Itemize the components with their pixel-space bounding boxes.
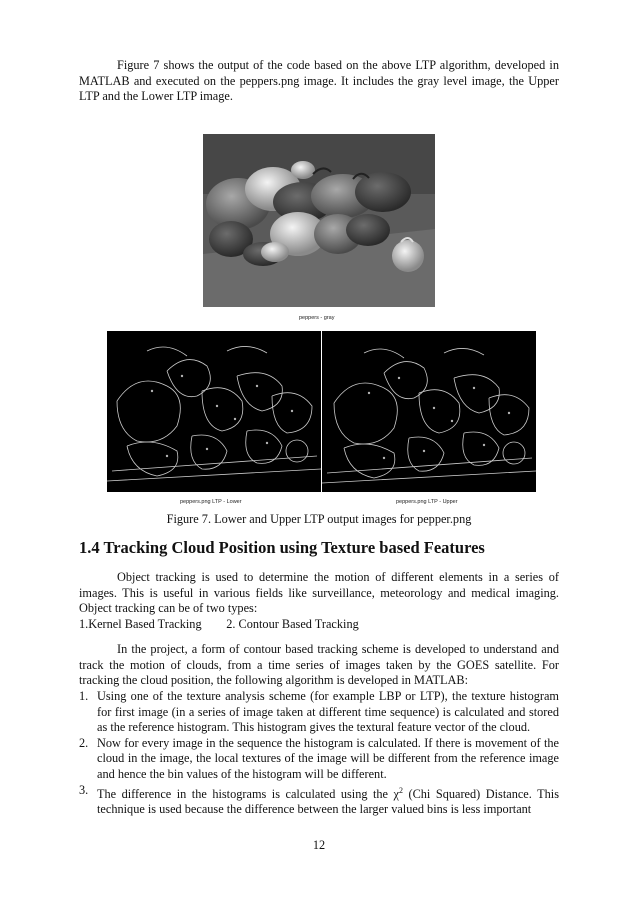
list-item	[79, 783, 559, 818]
list-item-text-part: The difference in the histograms is calculated using the χ	[97, 786, 399, 801]
peppers-gray-image	[203, 134, 435, 307]
intro-paragraph: Figure 7 shows the output of the code based on the above LTP algorithm, developed in MATLAB and executed on the peppers.png image. It includes the gray level image, the Upper LTP and the Lower LTP image.	[79, 58, 559, 104]
gray-image-title: peppers - gray	[299, 315, 335, 321]
tracking-types-line: 1.Kernel Based Tracking 2. Contour Based Tracking	[79, 617, 359, 631]
ltp-upper-image	[322, 331, 536, 492]
list-item-number: 2.	[79, 735, 89, 750]
list-item	[79, 689, 559, 736]
list-item-text-part: (Chi Squared) Distance. This technique is used because the difference between the larger valued bins is less important	[97, 786, 559, 817]
list-item-text	[97, 783, 559, 818]
algorithm-intro-paragraph: In the project, a form of contour based tracking scheme is developed to understand and track the motion of clouds, from a time series of images taken by the GOES satellite. For tracking the cloud position, the following algorithm is developed in MATLAB:	[79, 642, 559, 688]
section-heading: 1.4 Tracking Cloud Position using Texture based Features	[79, 538, 485, 557]
list-item	[79, 736, 559, 783]
figure-caption: Figure 7. Lower and Upper LTP output images for pepper.png	[166, 512, 472, 526]
list-item-text: Using one of the texture analysis scheme (for example LBP or LTP), the texture histogram for first image (in a series of image taken at different time sequence) is calculated and stored as the reference histogram. This histogram gives the textural feature vector of the cloud.	[97, 689, 559, 735]
list-item-number: 1.	[79, 689, 89, 703]
list-item-text: Now for every image in the sequence the histogram is calculated. If there is movement of the cloud in the image, the local textures of the image will be different from the reference image and hence the bin values of the histogram will be different.	[97, 735, 559, 781]
ltp-lower-title: peppers.png LTP - Lower	[180, 499, 242, 505]
list-item-number: 3.	[79, 782, 89, 797]
algorithm-steps-list	[79, 689, 559, 818]
page-number: 12	[312, 838, 326, 852]
ltp-upper-title: peppers.png LTP - Upper	[396, 499, 458, 505]
tracking-intro-paragraph: Object tracking is used to determine the motion of different elements in a series of images. This is useful in various fields like surveillance, meteorology and medical imaging. Object tracking can be of two types:	[79, 570, 559, 616]
ltp-lower-image	[107, 331, 321, 492]
chi-squared-superscript: 2	[398, 785, 403, 795]
